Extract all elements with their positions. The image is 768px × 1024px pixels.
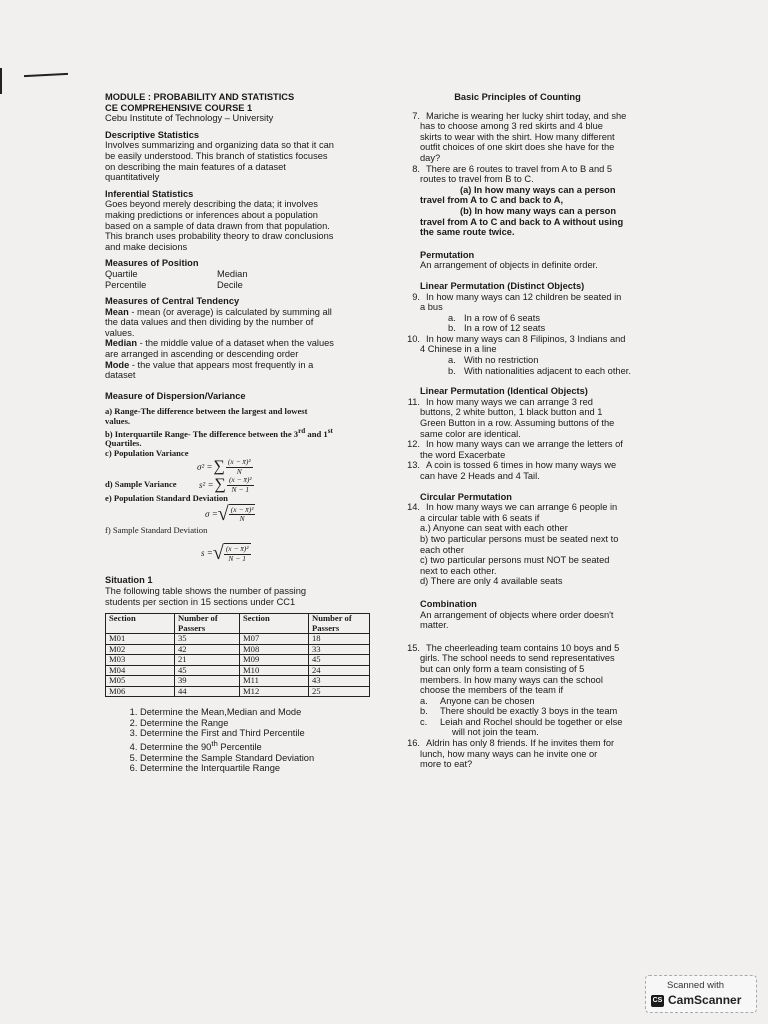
fraction [229,504,256,524]
question-number: 8. [412,163,420,174]
table-cell: 39 [175,676,240,687]
list-item: 6. Determine the Interquartile Range [140,763,370,774]
question-text: same color are identical. [420,428,521,439]
question-text: Green Button in a row. Assuming buttons of the [420,418,615,429]
table-cell: M11 [240,676,309,687]
sum-symbol: ∑ [213,457,225,475]
right-column [407,92,675,770]
formula-lhs: σ² = [197,461,213,472]
mode-line: dataset [105,370,136,381]
table-row [106,676,370,687]
table-cell: 43 [309,676,370,687]
table-row [106,644,370,655]
question-number: 15. [407,642,420,653]
median-line: are arranged in ascending or descending order [105,349,299,360]
question-number: 11. [407,396,420,407]
question-number: 9. [412,291,420,302]
fraction [227,476,254,494]
central-title: Measures of Central Tendency [105,296,240,307]
sub-text: In a row of 6 seats [464,312,540,323]
question-part: the same route twice. [420,227,515,238]
question-text: outfit choices of one skirt does she have for the [420,142,615,153]
sub-text: Anyone can be chosen [440,695,535,706]
iqr-def-text2: and 1 [305,428,328,439]
left-column [105,92,370,774]
situation-line: The following table shows the number of passing [105,586,307,597]
sub-text: will not join the team. [452,727,539,738]
mean-text: - mean (or average) is calculated by summing all [128,306,332,317]
fraction [224,543,251,563]
mean-label: Mean [105,306,129,317]
median-definition [105,338,370,349]
permutation-definition: An arrangement of objects in definite order. [420,260,598,271]
table-header: Number of Passers [175,614,240,634]
position-decile: Decile [217,279,243,290]
question-text: A coin is tossed 6 times in how many ways we [426,460,617,471]
task-list [105,707,370,774]
question-text: In how many ways we can arrange 3 red [426,396,593,407]
range-def-cont: values. [105,416,131,427]
list-item: 3. Determine the First and Third Percentile [140,728,370,739]
question-text: 4 Chinese in a line [420,344,497,355]
sample-variance-row [105,476,370,494]
sample-sd-label: f) Sample Standard Deviation [105,524,208,535]
table-cell: 44 [175,686,240,697]
camscanner-brand: CamScanner [668,993,742,1007]
population-variance-formula [197,458,370,476]
counting-title: Basic Principles of Counting [454,92,581,102]
sample-variance-label: d) Sample Variance [105,479,177,490]
question-text: each other [420,544,464,555]
course-title: CE COMPREHENSIVE COURSE 1 [105,102,253,113]
position-median: Median [217,268,248,279]
question-text: lunch, how many ways can he invite one or [420,748,598,759]
sub-label: b. [420,706,428,717]
mode-label: Mode [105,359,130,370]
iqr-sup-rd: rd [298,426,306,435]
combination-definition: matter. [420,620,449,631]
list-item [140,739,370,753]
inferential-line: and make decisions [105,241,188,252]
sub-text: In a row of 12 seats [464,323,546,334]
square-root [213,543,251,563]
permutation-title: Permutation [420,249,475,260]
table-cell: M09 [240,655,309,666]
table-header-row [106,614,370,634]
table-cell: M06 [106,686,175,697]
question-number: 12. [407,439,420,450]
position-row [105,269,370,280]
table-cell: M04 [106,665,175,676]
table-cell: 45 [309,655,370,666]
radical-sign: √ [217,502,229,525]
question-part: (a) In how many ways can a person [460,184,616,195]
mode-definition [105,360,370,371]
sub-text: With no restriction [464,355,539,366]
table-cell: M03 [106,655,175,666]
inferential-line: Goes beyond merely describing the data; it involves [105,199,318,210]
question-text: but can only form a team consisting of 5 [420,663,585,674]
scan-edge-mark [0,68,2,94]
table-row [106,686,370,697]
inferential-line: based on a sample of data drawn from that population. [105,220,330,231]
question-text: choose the members of the team if [420,685,564,696]
descriptive-line: quantitatively [105,172,160,183]
position-percentile: Percentile [105,279,147,290]
population-variance-label: c) Population Variance [105,447,189,458]
mean-line: values. [105,327,135,338]
scanned-with-text: Scanned with [667,980,725,991]
sub-label: a. [420,695,428,706]
question-text: The cheerleading team contains 10 boys and 5 [426,642,620,653]
iqr-sup-st: st [327,426,333,435]
table-cell: 42 [175,644,240,655]
question-text: d) There are only 4 available seats [420,576,563,587]
table-cell: 35 [175,634,240,645]
sub-label: b. [448,365,456,376]
situation-title: Situation 1 [105,575,153,586]
fraction [226,458,253,476]
question-number: 13. [407,460,420,471]
task-text-end: Percentile [217,742,262,753]
combination-definition: An arrangement of objects where order doesn't [420,609,614,620]
question-text: buttons, 2 white button, 1 black button and 1 [420,407,603,418]
question-text: In how many ways can 12 children be seated in [426,291,622,302]
list-item: 1. Determine the Mean,Median and Mode [140,707,370,718]
question-number: 10. [407,333,420,344]
question-text: In how many ways can 8 Filipinos, 3 Indians and [426,333,626,344]
fraction-numerator: (x − x̄)² [230,504,254,514]
question-text: routes to travel from B to C. [420,174,534,185]
position-quartile: Quartile [105,268,138,279]
question-number: 14. [407,502,420,513]
question-text: next to each other. [420,565,497,576]
position-section [105,258,370,290]
table-cell: M08 [240,644,309,655]
table-header: Section [240,614,309,634]
fraction-denominator: N [239,514,245,524]
situation-line: students per section in 15 sections under CC1 [105,596,296,607]
question-text: a circular table with 6 seats if [420,512,540,523]
question-text: a.) Anyone can seat with each other [420,523,568,534]
formula-lhs: s² = [199,479,214,490]
fraction-denominator: N − 1 [228,553,246,563]
mean-line: the data values and then dividing by the number of [105,317,314,328]
descriptive-line: Involves summarizing and organizing data so that it can [105,140,334,151]
question-text: can have 2 Heads and 4 Tail. [420,471,540,481]
table-header: Section [106,614,175,634]
table-cell: M01 [106,634,175,645]
inferential-title: Inferential Statistics [105,188,194,199]
descriptive-section [105,130,370,183]
iqr-def [105,427,370,439]
dispersion-section [105,391,370,564]
position-row [105,280,370,291]
question-text: more to eat? [420,759,473,770]
passers-table [105,613,370,697]
sub-label: a. [448,312,456,323]
question-number: 7. [412,110,420,121]
sub-label: a. [448,355,456,366]
question-text: members. In how many ways can the school [420,674,603,685]
task-text: Determine the 90 [140,742,212,753]
institution: Cebu Institute of Technology – University [105,113,274,124]
table-cell: 25 [309,686,370,697]
question-text: Aldrin has only 8 friends. If he invites them for [426,738,615,749]
table-row [106,665,370,676]
permutation-section [420,250,675,271]
formula-lhs: σ = [205,508,218,519]
table-cell: M07 [240,634,309,645]
table-cell: M02 [106,644,175,655]
table-row [106,634,370,645]
linear-distinct-section [407,280,675,376]
table-cell: 24 [309,665,370,676]
descriptive-line: be easily understood. This branch of statistics focuses [105,150,328,161]
population-sd-formula [205,504,370,524]
square-root [218,504,256,524]
module-title: MODULE : PROBABILITY AND STATISTICS [105,92,295,102]
task-sup: th [211,739,218,749]
question-7 [412,110,675,164]
circular-section [407,491,675,587]
sum-symbol: ∑ [214,475,226,493]
sub-text: Leiah and Rochel should be together or else [440,716,623,727]
question-text: girls. The school needs to send representatives [420,653,615,664]
table-cell: M12 [240,686,309,697]
iqr-def-cont: Quartiles. [105,438,142,449]
descriptive-title: Descriptive Statistics [105,129,200,140]
range-def: a) Range-The difference between the largest and lowest [105,406,308,417]
question-text: a bus [420,302,443,313]
table-cell: 33 [309,644,370,655]
table-header: Number of Passers [309,614,370,634]
mean-definition [105,307,370,318]
inferential-line: This branch uses probability theory to draw conclusions [105,231,334,242]
median-text: - the middle value of a dataset when the values [137,338,334,349]
population-sd-label: e) Population Standard Deviation [105,493,228,504]
question-text: day? [420,152,441,163]
linear-identical-title: Linear Permutation (Identical Objects) [420,386,588,397]
sub-label: b. [448,323,456,334]
situation-section [105,575,370,607]
sample-sd-formula [201,543,370,563]
table-cell: 45 [175,665,240,676]
table-cell: 18 [309,634,370,645]
table-cell: M10 [240,665,309,676]
formula-lhs: s = [201,548,213,559]
linear-identical-section [407,386,675,481]
position-title: Measures of Position [105,258,199,269]
radical-sign: √ [212,542,224,565]
question-text: the word Exacerbate [420,449,506,460]
median-label: Median [105,338,138,349]
inferential-line: making predictions or inferences about a population [105,209,318,220]
combination-title: Combination [420,598,477,609]
camscanner-watermark [645,975,757,1013]
question-text: Mariche is wearing her lucky shirt today, and she [426,110,627,121]
camscanner-logo-icon: CS [651,995,664,1007]
central-section [105,296,370,381]
inferential-section [105,189,370,253]
fraction-numerator: (x − x̄)² [227,457,251,467]
question-text: b) two particular persons must be seated next to [420,533,619,544]
sub-text: With nationalities adjacent to each other. [464,365,631,376]
question-part: (b) In how many ways can a person [460,205,617,216]
iqr-def-text: b) Interquartile Range- The difference between the 3 [105,428,299,439]
dispersion-title: Measure of Dispersion/Variance [105,390,246,401]
descriptive-line: on describing the main features of a dataset [105,161,286,172]
sub-label: c. [420,716,428,727]
combination-section [407,598,675,770]
question-text: has to choose among 3 red skirts and 4 blue [420,121,603,132]
question-part: travel from A to C and back to A, [420,195,564,206]
fraction-denominator: N − 1 [231,484,250,494]
table-row [106,655,370,666]
table-cell: M05 [106,676,175,687]
mode-text: - the value that appears most frequently in a [129,359,314,370]
question-text: c) two particular persons must NOT be seated [420,555,610,566]
question-text: In how many ways we can arrange 6 people in [426,502,618,513]
fraction-numerator: (x − x̄)² [228,475,252,485]
scan-pen-mark [24,73,68,77]
list-item: 5. Determine the Sample Standard Deviation [140,753,370,764]
fraction-denominator: N [236,466,242,476]
question-text: skirts to wear with the shirt. How many different [420,131,615,142]
question-number: 16. [407,738,420,749]
fraction-numerator: (x − x̄)² [225,544,249,554]
sub-text: There should be exactly 3 boys in the team [440,706,618,717]
question-text: In how many ways can we arrange the letters of [426,439,623,450]
question-8 [412,163,675,238]
question-text: There are 6 routes to travel from A to B and 5 [426,163,613,174]
linear-distinct-title: Linear Permutation (Distinct Objects) [420,280,585,291]
circular-title: Circular Permutation [420,491,512,502]
table-cell: 21 [175,655,240,666]
question-part: travel from A to C and back to A without using [420,216,624,227]
list-item: 2. Determine the Range [140,718,370,729]
